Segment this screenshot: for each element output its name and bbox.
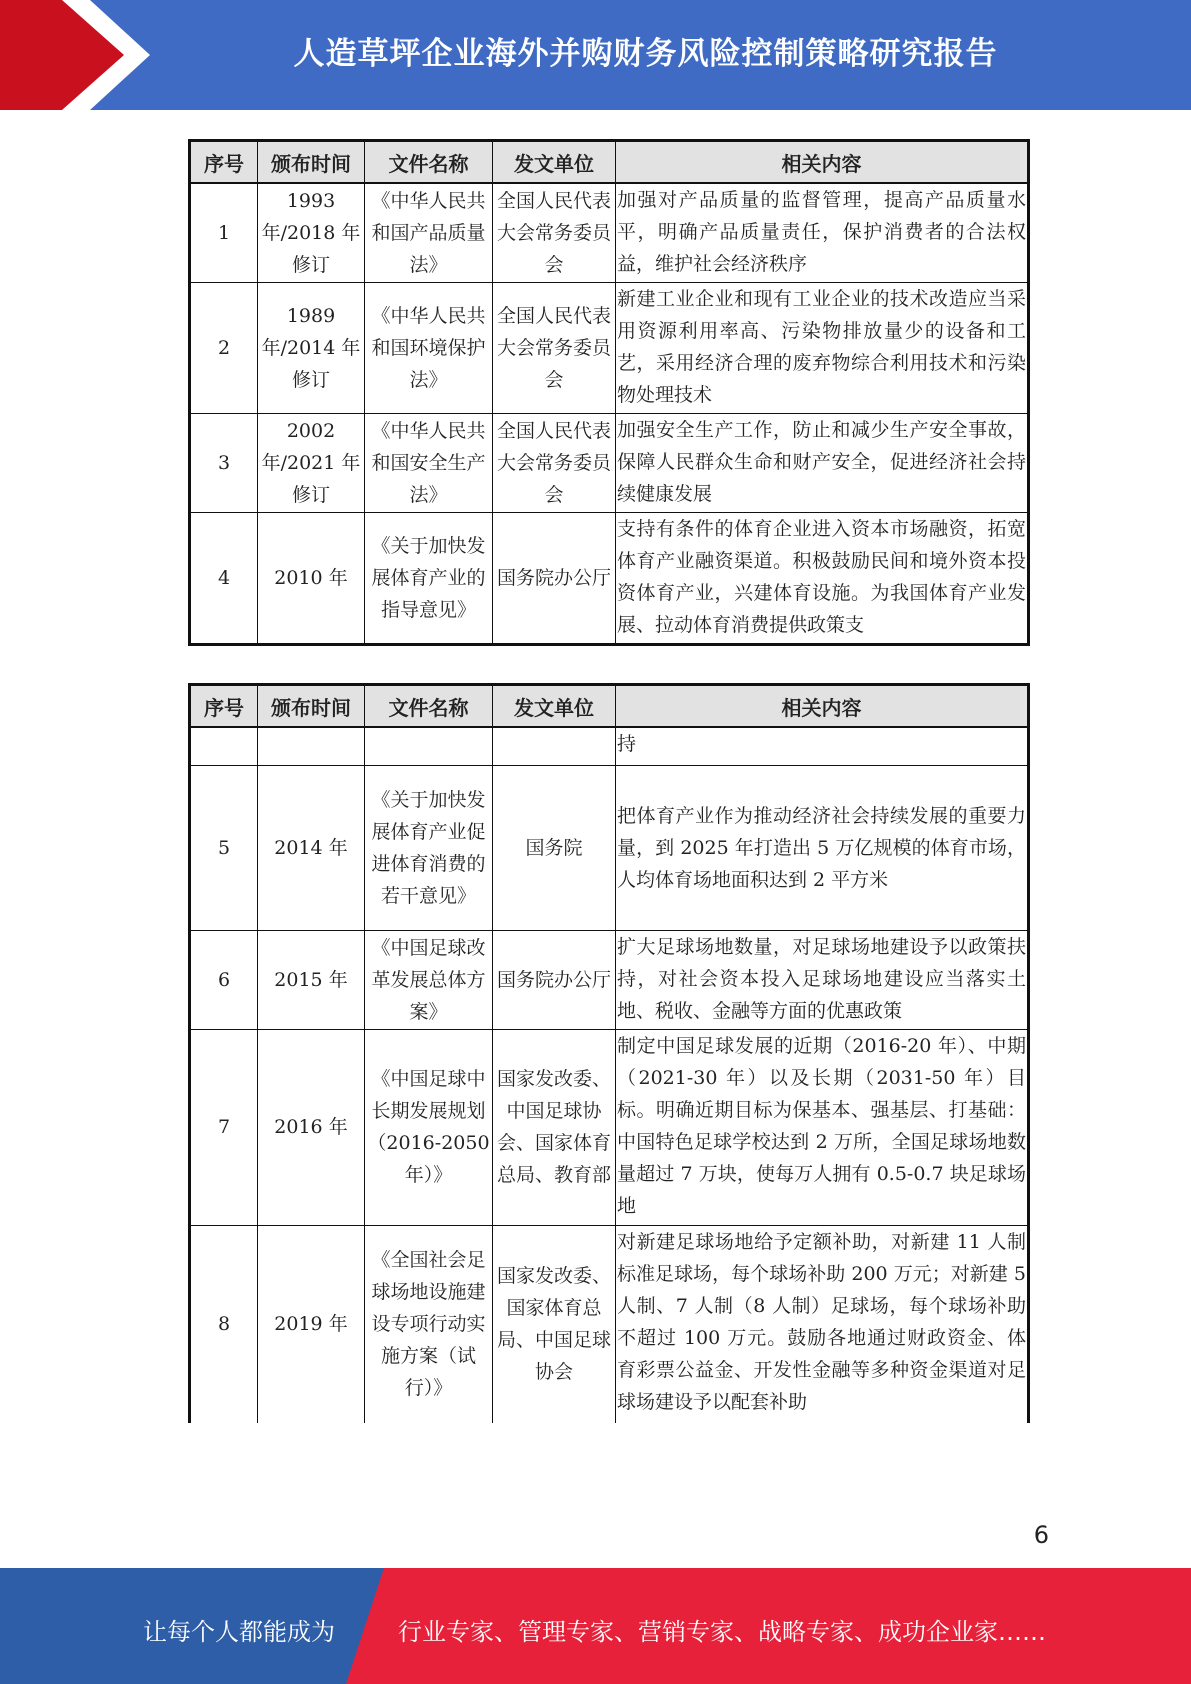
cell-date: 2019 年 <box>258 1225 365 1423</box>
policy-table-part2 <box>188 683 1030 1423</box>
table-row <box>190 765 1029 930</box>
cell-no: 7 <box>190 1029 258 1225</box>
table-row <box>190 413 1029 512</box>
cell-unit: 国务院办公厅 <box>493 512 616 644</box>
cell-name: 《全国社会足球场地设施建设专项行动实施方案（试行）》 <box>365 1225 493 1423</box>
page-header <box>0 0 1191 110</box>
col-header-unit: 发文单位 <box>493 685 616 728</box>
cell-content: 扩大足球场地数量，对足球场地建设予以政策扶持，对社会资本投入足球场地建设应当落实土地、税收、金融等方面的优惠政策 <box>616 930 1029 1029</box>
cell-no: 1 <box>190 183 258 282</box>
cell-no <box>190 727 258 765</box>
cell-no: 4 <box>190 512 258 644</box>
cell-unit: 国务院 <box>493 765 616 930</box>
cell-name: 《关于加快发展体育产业的指导意见》 <box>365 512 493 644</box>
cell-unit <box>493 727 616 765</box>
cell-name: 《中华人民共和国环境保护法》 <box>365 282 493 413</box>
cell-date: 2016 年 <box>258 1029 365 1225</box>
cell-no: 8 <box>190 1225 258 1423</box>
col-header-date: 颁布时间 <box>258 685 365 728</box>
cell-date <box>258 727 365 765</box>
table-row <box>190 1029 1029 1225</box>
col-header-content: 相关内容 <box>616 685 1029 728</box>
cell-content: 支持有条件的体育企业进入资本市场融资，拓宽体育产业融资渠道。积极鼓励民间和境外资本投资体育产业，兴建体育设施。为我国体育产业发展、拉动体育消费提供政策支 <box>616 512 1029 644</box>
col-header-name: 文件名称 <box>365 685 493 728</box>
cell-unit: 国家发改委、中国足球协会、国家体育总局、教育部 <box>493 1029 616 1225</box>
policy-table-part1 <box>188 139 1030 646</box>
cell-date: 2010 年 <box>258 512 365 644</box>
cell-name: 《中国足球改革发展总体方案》 <box>365 930 493 1029</box>
cell-content: 加强安全生产工作，防止和减少生产安全事故，保障人民群众生命和财产安全，促进经济社会持续健康发展 <box>616 413 1029 512</box>
cell-no: 5 <box>190 765 258 930</box>
cell-content: 把体育产业作为推动经济社会持续发展的重要力量，到 2025 年打造出 5 万亿规模的体育市场，人均体育场地面积达到 2 平方米 <box>616 765 1029 930</box>
table-row-continuation <box>190 727 1029 765</box>
cell-content: 对新建足球场地给予定额补助，对新建 11 人制标准足球场，每个球场补助 200 万元；对新建 5 人制、7 人制（8 人制）足球场，每个球场补助不超过 100 万元。鼓励各地通过财政资金、体育彩票公益金、开发性金融等多种资金渠道对足球场建设予以配套补助 <box>616 1225 1029 1423</box>
cell-no: 2 <box>190 282 258 413</box>
cell-no: 3 <box>190 413 258 512</box>
cell-unit: 全国人民代表大会常务委员会 <box>493 413 616 512</box>
cell-content: 新建工业企业和现有工业企业的技术改造应当采用资源利用率高、污染物排放量少的设备和工艺，采用经济合理的废弃物综合利用技术和污染物处理技术 <box>616 282 1029 413</box>
col-header-unit: 发文单位 <box>493 141 616 184</box>
cell-unit: 国家发改委、国家体育总局、中国足球协会 <box>493 1225 616 1423</box>
page-footer <box>0 1568 1191 1684</box>
cell-date: 2002 年/2021 年修订 <box>258 413 365 512</box>
table-row <box>190 282 1029 413</box>
footer-slogan-left: 让每个人都能成为 <box>143 1618 335 1646</box>
cell-name: 《关于加快发展体育产业促进体育消费的若干意见》 <box>365 765 493 930</box>
footer-slogan-right: 行业专家、管理专家、营销专家、战略专家、成功企业家…… <box>398 1618 1046 1646</box>
cell-unit: 全国人民代表大会常务委员会 <box>493 282 616 413</box>
table-row <box>190 930 1029 1029</box>
cell-name: 《中华人民共和国安全生产法》 <box>365 413 493 512</box>
cell-date: 1993 年/2018 年修订 <box>258 183 365 282</box>
cell-date: 2014 年 <box>258 765 365 930</box>
col-header-no: 序号 <box>190 141 258 184</box>
cell-unit: 全国人民代表大会常务委员会 <box>493 183 616 282</box>
page-number: 6 <box>1033 1521 1049 1549</box>
cell-content: 制定中国足球发展的近期（2016-20 年）、中期（2021-30 年）以及长期（2031-50 年）目标。明确近期目标为保基本、强基层、打基础：中国特色足球学校达到 2 万所，全国足球场地数量超过 7 万块，使每万人拥有 0.5-0.7 块足球场地 <box>616 1029 1029 1225</box>
col-header-name: 文件名称 <box>365 141 493 184</box>
table-header-row <box>190 685 1029 728</box>
cell-unit: 国务院办公厅 <box>493 930 616 1029</box>
cell-content: 加强对产品质量的监督管理，提高产品质量水平，明确产品质量责任，保护消费者的合法权益，维护社会经济秩序 <box>616 183 1029 282</box>
cell-name: 《中华人民共和国产品质量法》 <box>365 183 493 282</box>
cell-content: 持 <box>616 727 1029 765</box>
col-header-no: 序号 <box>190 685 258 728</box>
table-row <box>190 1225 1029 1423</box>
cell-date: 1989 年/2014 年修订 <box>258 282 365 413</box>
report-title: 人造草坪企业海外并购财务风险控制策略研究报告 <box>293 36 998 72</box>
table-header-row <box>190 141 1029 184</box>
cell-name: 《中国足球中长期发展规划（2016-2050 年）》 <box>365 1029 493 1225</box>
col-header-content: 相关内容 <box>616 141 1029 184</box>
cell-name <box>365 727 493 765</box>
table-row <box>190 512 1029 644</box>
table-row <box>190 183 1029 282</box>
cell-date: 2015 年 <box>258 930 365 1029</box>
col-header-date: 颁布时间 <box>258 141 365 184</box>
cell-no: 6 <box>190 930 258 1029</box>
